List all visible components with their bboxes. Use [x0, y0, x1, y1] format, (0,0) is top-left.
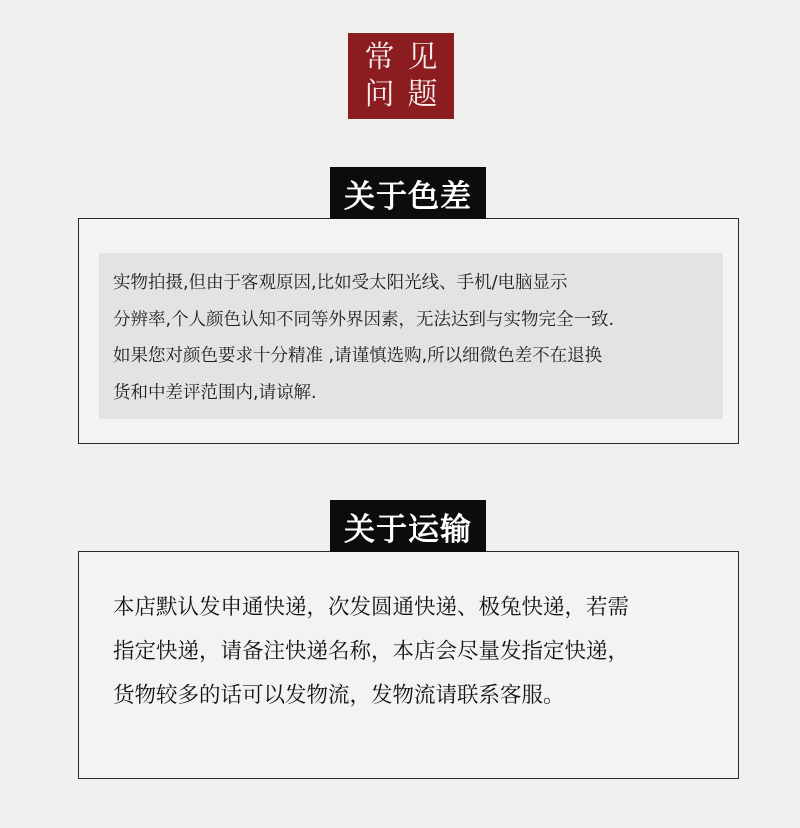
- faq-badge: [348, 33, 454, 119]
- faq-badge-char: 问: [364, 76, 395, 112]
- faq-badge-char: 常: [364, 39, 395, 75]
- color-difference-heading: 关于色差: [330, 167, 486, 219]
- shipping-line: 本店默认发申通快递，次发圆通快递、极兔快递，若需: [113, 595, 630, 620]
- shipping-line: 指定快递，请备注快递名称，本店会尽量发指定快递，: [113, 639, 630, 664]
- color-difference-line: 货和中差评范围内,请谅解.: [113, 382, 317, 403]
- color-difference-line: 分辨率,个人颜色认知不同等外界因素，无法达到与实物完全一致.: [113, 309, 615, 330]
- faq-badge-char: 题: [407, 76, 438, 112]
- shipping-heading: 关于运输: [330, 500, 486, 552]
- faq-badge-char: 见: [407, 39, 438, 75]
- shipping-line: 货物较多的话可以发物流，发物流请联系客服。: [113, 683, 565, 708]
- shipping-box: [78, 551, 739, 779]
- color-difference-box: [78, 218, 739, 444]
- color-difference-line: 实物拍摄,但由于客观原因,比如受太阳光线、手机/电脑显示: [113, 273, 568, 293]
- color-difference-line: 如果您对颜色要求十分精准 ,请谨慎选购,所以细微色差不在退换: [113, 346, 603, 366]
- color-difference-panel: [99, 253, 723, 419]
- shipping-text: [113, 586, 723, 718]
